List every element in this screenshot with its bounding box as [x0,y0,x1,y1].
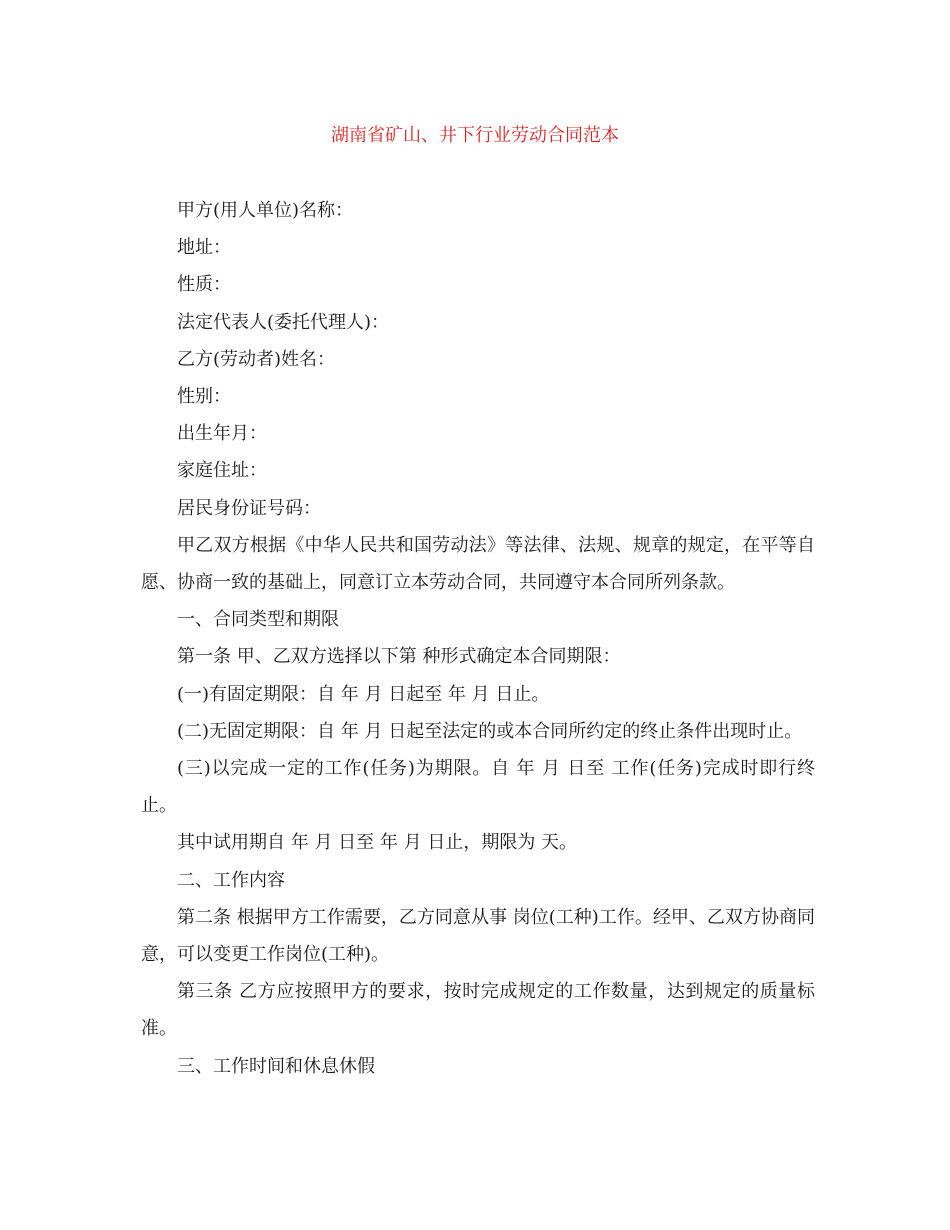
field-legal-representative: 法定代表人(委托代理人)： [177,311,390,333]
field-nature: 性质： [177,274,231,296]
paragraph-probation: 其中试用期自 年 月 日至 年 月 日止，期限为 天。 [177,832,578,854]
field-employee-name: 乙方(劳动者)姓名： [177,348,336,370]
article-1: 第一条 甲、乙双方选择以下第 种形式确定本合同期限： [177,646,621,668]
section-heading-work-hours: 三、工作时间和休息休假 [177,1055,375,1077]
article-3: 第三条 乙方应按照甲方的要求，按时完成规定的工作数量，达到规定的质量标准。 [141,981,815,1040]
paragraph-preamble: 甲乙双方根据《中华人民共和国劳动法》等法律、法规、规章的规定，在平等自愿、协商一致的基础上，同意订立本劳动合同，共同遵守本合同所列条款。 [141,534,815,594]
section-heading-work-content: 二、工作内容 [177,869,285,891]
field-birth-date: 出生年月： [177,423,267,445]
article-2: 第二条 根据甲方工作需要，乙方同意从事 岗位(工种)工作。经甲、乙双方协商同意，可以变更工作岗位(工种)。 [141,906,815,966]
field-address: 地址： [177,237,231,259]
option-task-term: (三)以完成一定的工作(任务)为期限。自 年 月 日至 工作(任务)完成时即行终止。 [141,758,815,817]
field-home-address: 家庭住址： [177,460,267,482]
field-gender: 性别： [177,386,231,408]
field-employer-name: 甲方(用人单位)名称： [177,200,354,221]
section-heading-contract-type: 一、合同类型和期限 [177,609,339,631]
option-open-term: (二)无固定期限：自 年 月 日起至法定的或本合同所约定的终止条件出现时止。 [177,720,803,742]
field-id-number: 居民身份证号码： [177,497,321,519]
document-title: 湖南省矿山、井下行业劳动合同范本 [331,125,619,146]
option-fixed-term: (一)有固定期限：自 年 月 日起至 年 月 日止。 [177,683,550,705]
document-body [141,192,815,1085]
